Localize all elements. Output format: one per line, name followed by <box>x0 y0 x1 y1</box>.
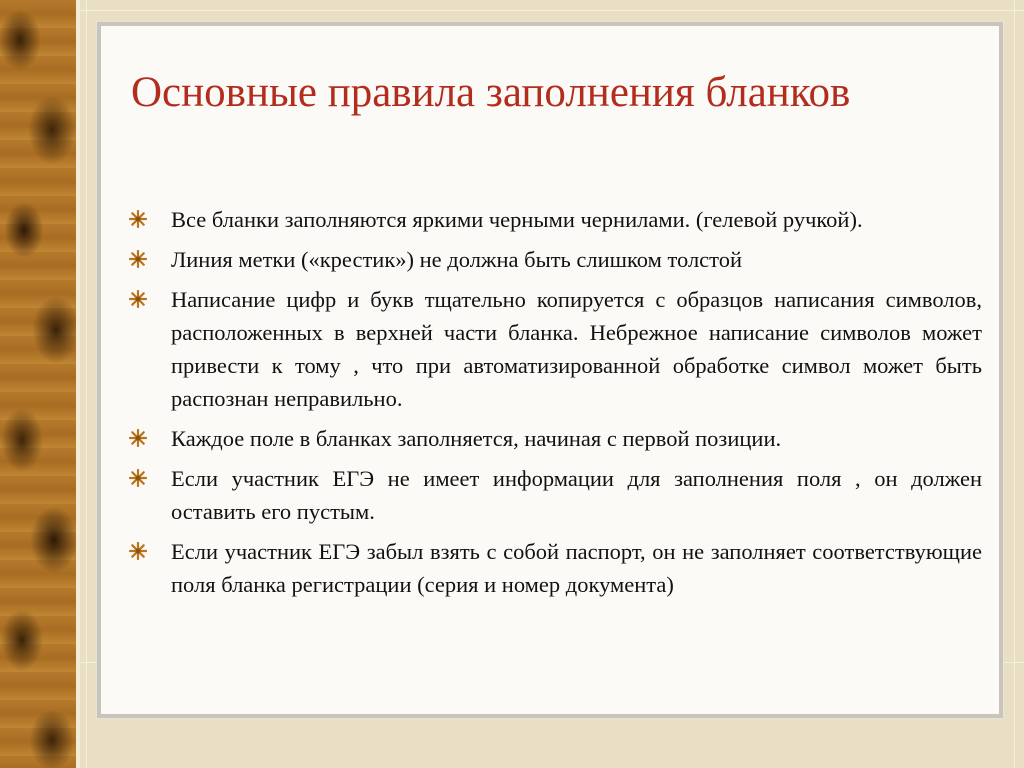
bullet-text: Если участник ЕГЭ не имеет информации для заполнения поля , он должен оставить его пустым. <box>171 466 982 524</box>
bullet-text: Каждое поле в бланках заполняется, начиная с первой позиции. <box>171 426 782 451</box>
star-burst-icon <box>129 210 147 228</box>
decorative-rule-top <box>80 10 1024 11</box>
bullet-item <box>129 243 982 276</box>
bullet-text: Если участник ЕГЭ забыл взять с собой паспорт, он не заполняет соответствующие поля бланка регистрации (серия и номер документа) <box>171 539 982 597</box>
bullet-item <box>129 283 982 415</box>
bullet-text: Линия метки («крестик») не должна быть слишком толстой <box>171 247 742 272</box>
star-burst-icon <box>129 429 147 447</box>
star-burst-icon <box>129 469 147 487</box>
slide-panel <box>97 22 1003 718</box>
bullet-list <box>129 203 982 608</box>
bullet-item <box>129 462 982 528</box>
strip-divider <box>76 0 80 768</box>
decorative-rule-left <box>86 0 87 768</box>
bullet-item <box>129 535 982 601</box>
bullet-item <box>129 203 982 236</box>
star-burst-icon <box>129 542 147 560</box>
decorative-rule-right <box>1014 0 1015 768</box>
bullet-text: Все бланки заполняются яркими черными чернилами. (гелевой ручкой). <box>171 207 863 232</box>
slide-title: Основные правила заполнения бланков <box>131 69 851 116</box>
star-burst-icon <box>129 290 147 308</box>
bullet-item <box>129 422 982 455</box>
bullet-text: Написание цифр и букв тщательно копируется с образцов написания символов, расположенных в верхней части бланка. Небрежное написание символов может привести к тому , что при автоматизированной обработке символ может быть распознан неправильно. <box>171 287 982 411</box>
decorative-side-strip <box>0 0 76 768</box>
star-burst-icon <box>129 250 147 268</box>
